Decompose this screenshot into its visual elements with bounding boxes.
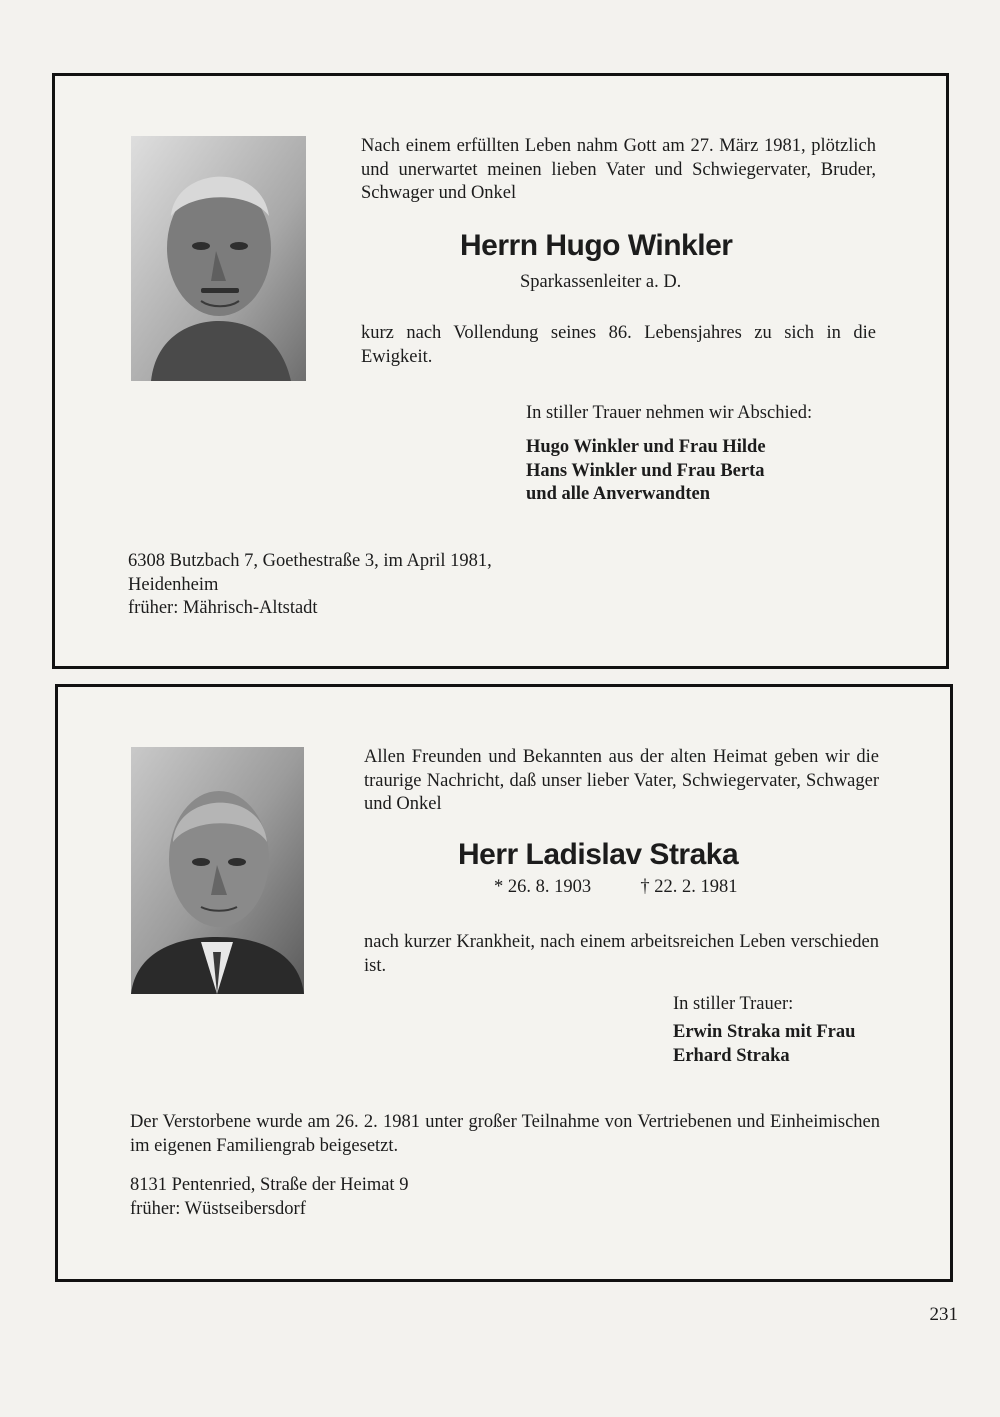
mourning-intro: In stiller Trauer:: [673, 994, 794, 1014]
portrait-ladislav-straka-image: [131, 747, 304, 994]
address-line: 8131 Pentenried, Straße der Heimat 9: [130, 1175, 409, 1195]
intro-text: Nach einem erfüllten Leben nahm Gott am 27. März 1981, plötzlich und unerwartet meinen lieben Vater und Schwiegervater, Bruder, Schwager und Onkel: [361, 136, 876, 203]
intro-text: Allen Freunden und Bekannten aus der alten Heimat geben wir die traurige Nachricht, daß unser lieber Vater, Schwiegervater, Schwager und Onkel: [364, 747, 879, 814]
obituary-notice-straka: [55, 684, 953, 1282]
mourning-intro: In stiller Trauer nehmen wir Abschied:: [526, 403, 813, 423]
mourner-line: Hans Winkler und Frau Berta: [526, 460, 765, 481]
deceased-name: Herrn Hugo Winkler: [460, 229, 733, 262]
deceased-title: Sparkassenleiter a. D.: [520, 272, 682, 292]
page-number: 231: [929, 1304, 958, 1325]
death-date: † 22. 2. 1981: [640, 877, 738, 897]
birth-date: * 26. 8. 1903: [494, 877, 592, 897]
address-block: [130, 1174, 630, 1221]
address-line: 6308 Butzbach 7, Goethestraße 3, im April 1981,: [128, 551, 492, 571]
portrait-hugo-winkler-image: [131, 136, 306, 381]
burial-text: Der Verstorbene wurde am 26. 2. 1981 unter großer Teilnahme von Vertriebenen und Einheimischen im eigenen Familiengrab beigesetzt.: [130, 1112, 880, 1156]
address-line: früher: Wüstseibersdorf: [130, 1198, 306, 1219]
life-dates: [494, 876, 824, 900]
portrait-photo: [131, 136, 306, 381]
address-line: Heidenheim: [128, 574, 219, 595]
address-line: früher: Mährisch-Altstadt: [128, 598, 318, 618]
mourner-line: Erwin Straka mit Frau: [673, 1022, 856, 1042]
mourners-list: [526, 436, 886, 507]
mourner-line: Hugo Winkler und Frau Hilde: [526, 437, 766, 457]
mourners-list: [673, 1021, 933, 1068]
obituary-notice-winkler: [52, 73, 949, 669]
portrait-photo: [131, 747, 304, 994]
body-text: nach kurzer Krankheit, nach einem arbeitsreichen Leben verschieden ist.: [364, 932, 879, 976]
mourner-line: und alle Anverwandten: [526, 484, 711, 504]
body-text: kurz nach Vollendung seines 86. Lebensjahres zu sich in die Ewigkeit.: [361, 323, 876, 367]
deceased-name: Herr Ladislav Straka: [458, 838, 739, 871]
mourner-line: Erhard Straka: [673, 1045, 790, 1066]
address-block: [128, 550, 628, 621]
